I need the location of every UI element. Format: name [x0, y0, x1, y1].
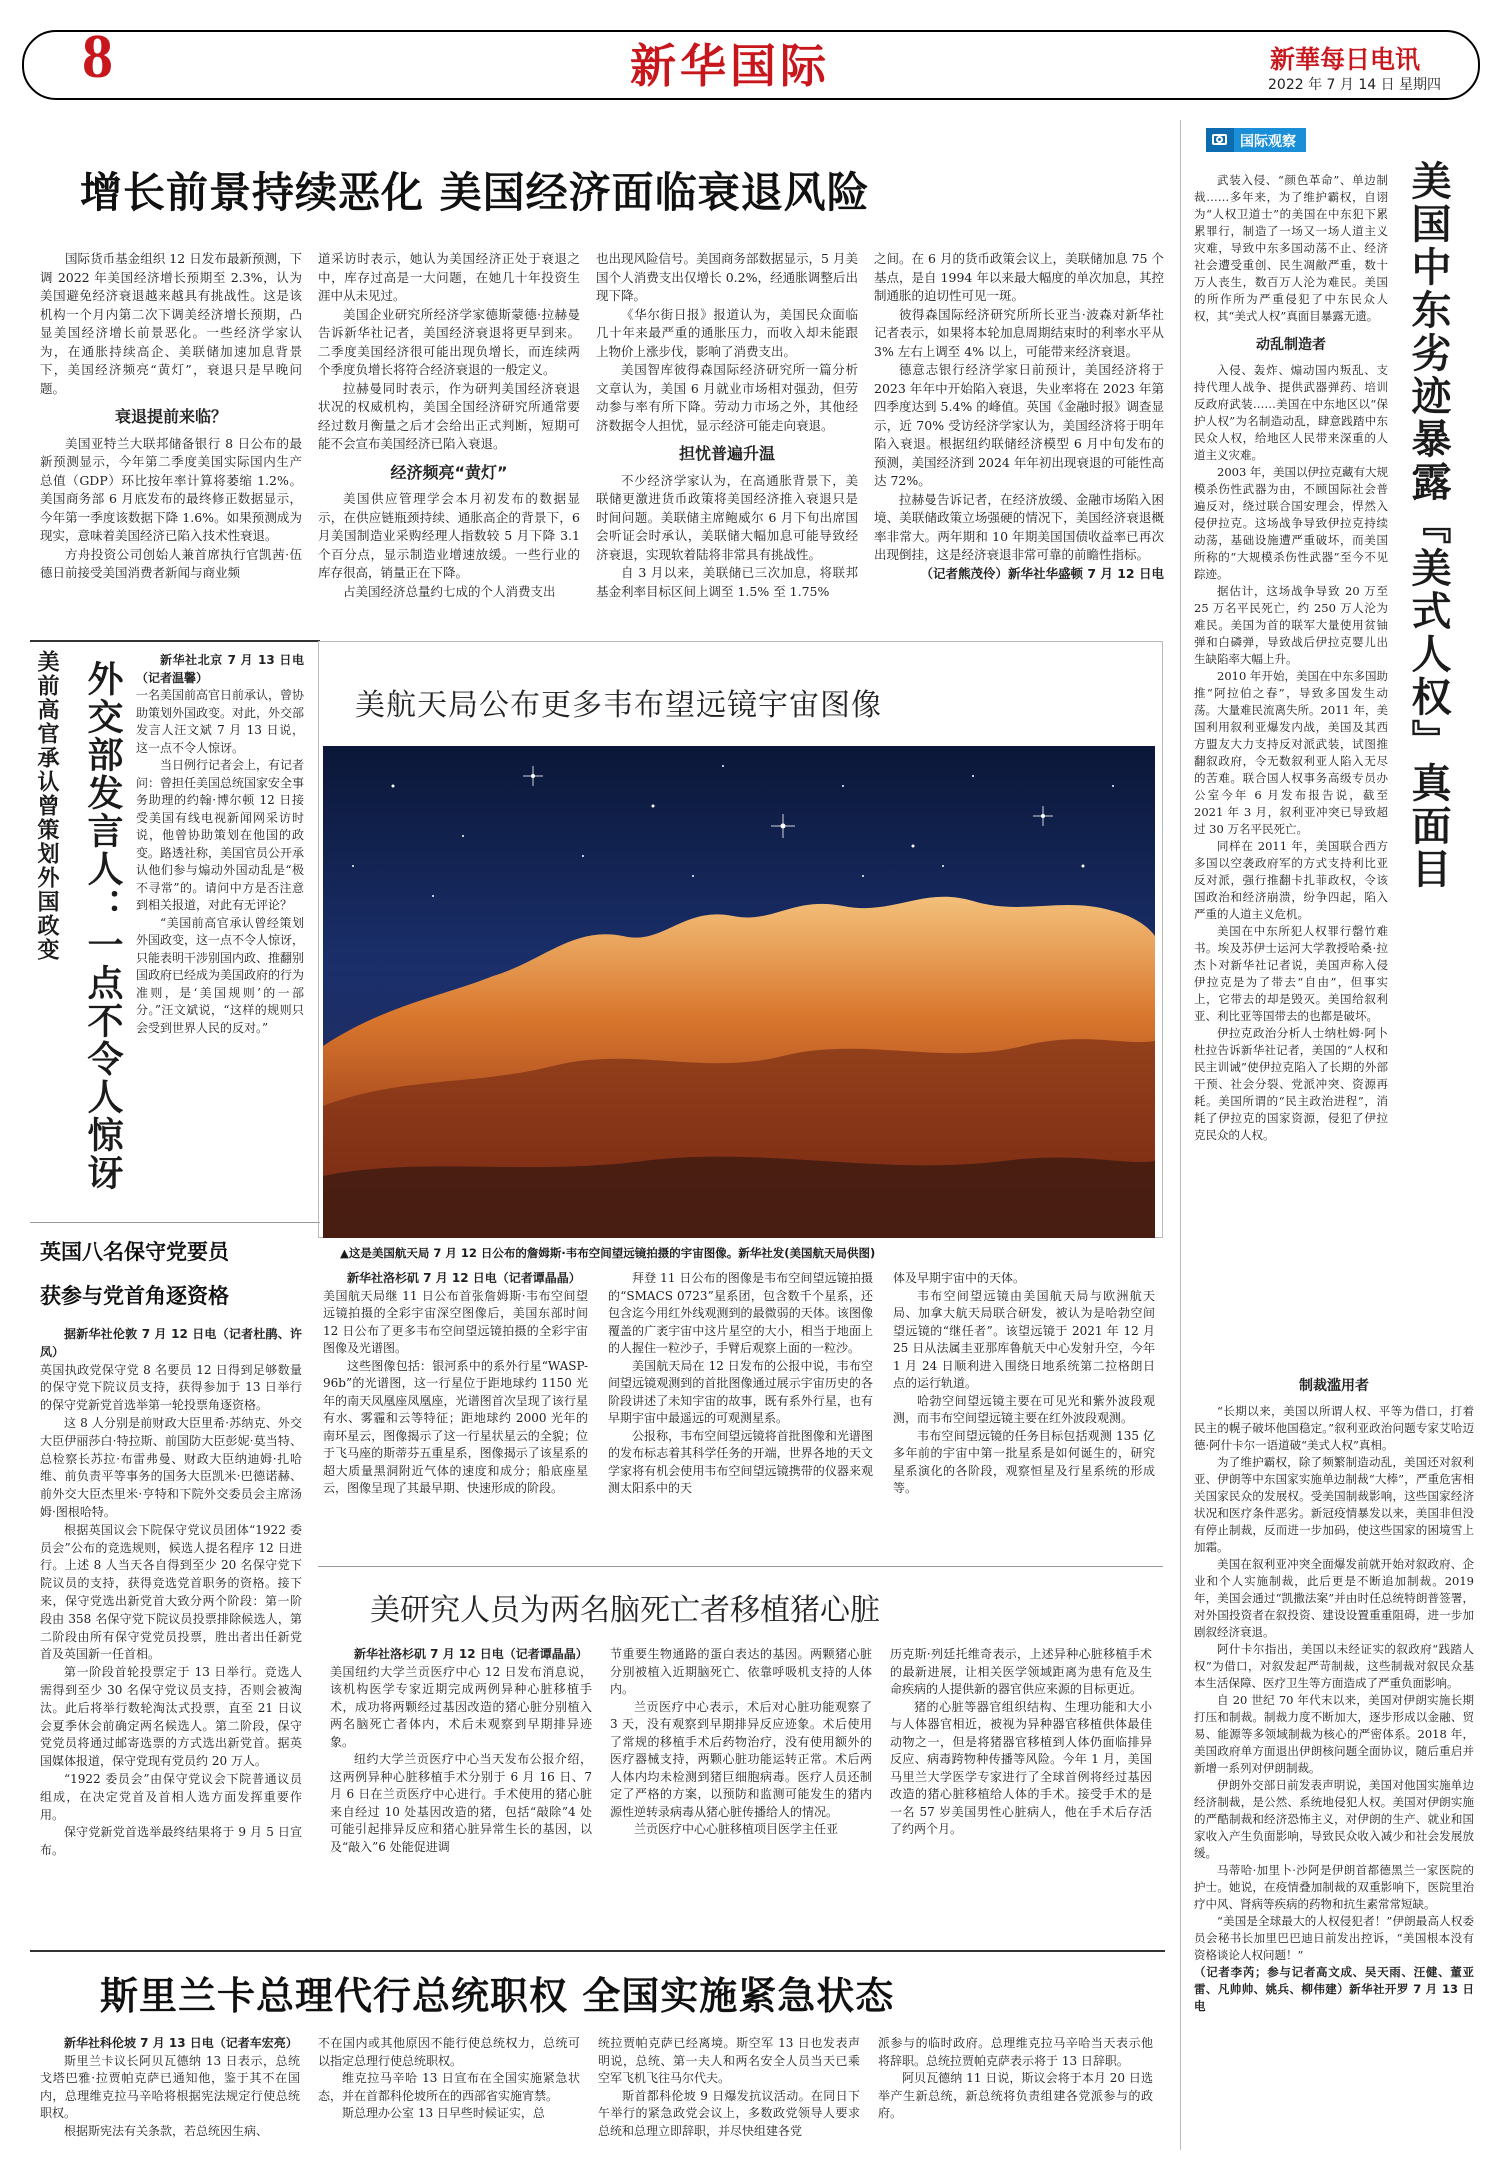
divider	[30, 1950, 1165, 1952]
divider	[318, 1566, 1163, 1567]
commentary-subhead-1: 动乱制造者	[1256, 337, 1326, 353]
divider	[30, 1222, 320, 1223]
feature-col-1: 新华社洛杉矶 7 月 12 日电（记者谭晶晶） 美国航天局继 11 日公布首张詹姆斯·韦布空间望远镜拍摄的全彩宇宙深空图像后，美国东部时间 12 日公布了更多韦布空间望远镜拍摄的全彩宇宙图像及光谱图。 这些图像包括：银河系中的系外行星“WASP-96b”的光谱图，这一行星位于距地球约 1150 光年的南天凤凰座凤凰座，光谱图首次呈现了该行星有水、雾霾和云等特征；距地球约 2000 光年的南环星云，图像揭示了这一行星状星云的全貌；位于飞马座的斯蒂芬五重星系，图像揭示了该星系的超大质量黑洞附近气体的速度和成分；船底座星云，图像呈现了其最早期、快速形成的阶段。	[323, 1271, 588, 1495]
left-story-kicker: 美前高官承认曾策划外国政变	[34, 650, 60, 962]
commentary-body-top: 武装入侵、“颜色革命”、单边制裁……多年来，为了维护霸权，自诩为“人权卫道士”的美国在中东犯下累累罪行，制造了一场又一场人道主义灾难，导致中东多国动荡不止、经济社会遭受重创、民生凋敝严重，数十万人丧生，数百万人沦为难民。美国的所作所为严重侵犯了中东民众人权，其“美式人权”真面目暴露无遗。 动乱制造者 入侵、轰炸、煽动国内叛乱、支持代理人战争、提供武器弹药、培训反政府武装……美国在中东地区以“保护人权”为名制造动乱，肆意践踏中东民众人权，给地区人民带来深重的人道主义灾难。 2003 年，美国以伊拉克藏有大规模杀伤性武器为由，不顾国际社会普遍反对，绕过联合国安理会，悍然入侵伊拉克。这场战争导致伊拉克持续动荡，基础设施遭严重破坏，而美国所称的“大规模杀伤性武器”至今不见踪迹。 据估计，这场战争导致 20 万至 25 万名平民死亡，约 250 万人沦为难民。美国为首的联军大量使用贫铀弹和白磷弹，导致战后伊拉克婴儿出生缺陷率大幅上升。 2010 年开始，美国在中东多国助推“阿拉伯之春”，导致多国发生动荡。大量难民流离失所。2011 年，美国利用叙利亚爆发内战，美国及其西方盟友大力支持反对派武装，试图推翻叙政府，令无数叙利亚人陷入无尽的苦难。联合国人权事务高级专员办公室今年 6 月发布报告说，截至 2021 年 3 月，叙利亚冲突已导致超过 30 万名平民死亡。 同样在 2011 年，美国联合西方多国以空袭政府军的方式支持利比亚反对派，强行推翻卡扎菲政权，令该国政治和经济崩溃，纷争四起，陷入严重的人道主义危机。 美国在中东所犯人权罪行罄竹难书。埃及苏伊士运河大学教授哈桑·拉杰卜对新华社记者说，美国声称入侵伊拉克是为了带去“自由”，但事实上，它带去的却是毁灭。美国给叙利亚、利比亚等国带去的也都是破坏。 伊拉克政治分析人士纳杜姆·阿卜杜拉告诉新华社记者，美国的“人权和民主训诫”使伊拉克陷入了长期的外部干预、社会分裂、党派冲突、资源再耗。美国所谓的“民主政治进程”，消耗了伊拉克的国家资源，侵犯了伊拉克民众的人权。	[1194, 173, 1388, 1142]
pig-col-2: 节重要生物通路的蛋白表达的基因。两颗猪心脏分别被植入近期脑死亡、依靠呼吸机支持的人体内。 兰贡医疗中心表示，术后对心脏功能观察了 3 天，没有观察到早期排异反应迹象。术后使用了常规的移植手术后药物治疗，没有使用额外的医疗器械支持，两颗心脏功能运转正常。术后两人体内均未检测到猪巨细胞病毒。医疗人员还制定了严格的方案，以预防和监测可能发生的猪内源性逆转录病毒从猪心脏传播给人的情况。 兰贡医疗中心心脏移植项目医学主任亚	[610, 1647, 872, 1836]
srilanka-col-4: 派参与的临时政府。总理维克拉马辛哈当天表示他将辞职。总统拉贾帕克萨表示将于 13 日辞职。 阿贝瓦德纳 11 日说，斯议会将于本月 20 日选举产生新总统，新总统将负责组建各党派参与的政府。	[878, 2036, 1153, 2120]
left-story-dateline: 新华社北京 7 月 13 日电（记者温馨）	[136, 653, 304, 685]
lead-subhead-2: 经济频亮“黄灯”	[390, 462, 508, 482]
lead-col-1: 国际货币基金组织 12 日发布最新预测，下调 2022 年美国经济增长预期至 2.3%，认为美国避免经济衰退越来越具有挑战性。这是该机构一个月内第二次下调美经济增长预期，凸显美国经济增长前景恶化。一些经济学家认为，在通胀持续高企、美联储加速加息背景下，美国经济频亮“黄灯”，衰退只是早晚问题。 衰退提前来临？ 美国亚特兰大联邦储备银行 8 日公布的最新预测显示，今年第二季度美国实际国内生产总值（GDP）环比按年率计算将萎缩 1.2%。美国商务部 6 月底发布的最终修正数据显示，今年第一季度该数据下降 1.6%。如果预测成为现实，意味着美国经济已陷入技术性衰退。 方舟投资公司创始人兼首席执行官凯茜·伍德日前接受美国消费者新闻与商业频	[40, 251, 302, 580]
uk-story-body: 据新华社伦敦 7 月 12 日电（记者杜鹃、许凤） 英国执政党保守党 8 名要员 12 日得到足够数量的保守党下院议员支持，获得参加于 13 日举行的保守党新党首选举第一轮投票角逐资格。 这 8 人分别是前财政大臣里希·苏纳克、外交大臣伊丽莎白·特拉斯、前国防大臣彭妮·莫当特、总检察长苏拉·布雷弗曼、财政大臣纳迪姆·扎哈维、前负责平等事务的国务大臣凯米·巴德诺赫、前外交大臣杰里米·亨特和下院外交委员会主席汤姆·图根哈特。 根据英国议会下院保守党议员团体“1922 委员会”公布的竞选规则，候选人提名程序 12 日进行。上述 8 人当天各自得到至少 20 名保守党下院议员的支持，获得竞选党首职务的资格。接下来，保守党选出新党首大致分两个阶段：第一阶段由 358 名保守党下院议员投票排除候选人，第二阶段由所有保守党党员投票，胜出者出任新党首及英国新一任首相。 第一阶段首轮投票定于 13 日举行。竞选人需得到至少 30 名保守党议员支持，否则会被淘汰。此后将举行数轮淘汰式投票，直至 21 日议会夏季休会前确定两名候选人。第二阶段，保守党党员将通过邮寄选票的方式选出新党首。据英国媒体报道，保守党现有党员约 20 万人。 “1922 委员会”由保守党议会下院普通议员组成，在决定党首及首相人选方面发挥重要作用。 保守党新党首选举最终结果将于 9 月 5 日宣布。	[40, 1327, 302, 1858]
pig-dateline: 新华社洛杉矶 7 月 12 日电（记者谭晶晶）	[354, 1647, 588, 1661]
srilanka-col-3: 统拉贾帕克萨已经离境。斯空军 13 日也发表声明说，总统、第一夫人和两名安全人员当天已乘空军飞机飞往马尔代夫。 斯首都科伦坡 9 日爆发抗议活动。在同日下午举行的紧急政党会议上，多数政党领导人要求总统和总理立即辞职，并尽快组建各党	[598, 2036, 860, 2138]
feature-headline: 美航天局公布更多韦布望远镜宇宙图像	[355, 688, 882, 723]
pig-col-1: 新华社洛杉矶 7 月 12 日电（记者谭晶晶） 美国纽约大学兰贡医疗中心 12 日发布消息说，该机构医学专家近期完成两例异种心脏移植手术，成功将两颗经过基因改造的猪心脏分别植入两名脑死亡者体内，术后未观察到早期排异迹象。 纽约大学兰贡医疗中心当天发布公报介绍，这两例异种心脏移植手术分别于 6 月 16 日、7 月 6 日在兰贡医疗中心进行。手术使用的猪心脏来自经过 10 处基因改造的猪，包括“敲除”4 处可能引起排异反应和猪心脏异常生长的基因，以及“敲入”6 处能促进调	[330, 1647, 592, 1854]
nebula-image	[323, 746, 1155, 1238]
lead-subhead-1: 衰退提前来临？	[114, 407, 227, 426]
uk-headline-1: 英国八名保守党要员	[40, 1240, 229, 1264]
newspaper-brand: 新華每日电讯	[1270, 45, 1421, 74]
commentary-body-bottom: 制裁滥用者 “长期以来，美国以所谓人权、平等为借口，打着民主的幌子破坏他国稳定。”叙利亚政治问题专家艾哈迈德·阿什卡尔一语道破“美式人权”真相。 为了维护霸权，除了频繁制造动乱，美国还对叙利亚、伊朗等中东国家实施单边制裁“大棒”，严重危害相关国家民众的发展权。受美国制裁影响，这些国家经济状况和医疗条件恶劣。新冠疫情暴发以来，美国非但没有停止制裁，反而进一步加码，使这些国家的困境雪上加霜。 美国在叙利亚冲突全面爆发前就开始对叙政府、企业和个人实施制裁，此后更是不断追加制裁。2019 年，美国会通过“凯撒法案”并由时任总统特朗普签署，对外国投资者在叙投资、建设设置重重阻碍，进一步加剧叙经济衰退。 阿什卡尔指出，美国以未经证实的叙政府“践踏人权”为借口，对叙发起严苛制裁，这些制裁对叙民众基本生活保障、医疗卫生等方面造成了严重负面影响。 自 20 世纪 70 年代末以来，美国对伊朗实施长期打压和制裁。制裁力度不断加大，逐步形成以金融、贸易、能源等多领域制裁为核心的严密体系。2018 年，美国政府单方面退出伊朗核问题全面协议，随后重启并新增一系列对伊朗制裁。 伊朗外交部日前发表声明说，美国对他国实施单边经济制裁，是公然、系统地侵犯人权。美国对伊朗实施的严酷制裁和经济恐怖主义，对伊朗的生产、就业和国家收入产生负面影响，导致民众收入减少和社会发展放缓。 马蒂哈·加里卜·沙阿是伊朗首都德黑兰一家医院的护士。她说，在疫情叠加制裁的双重影响下，医院里治疗中风、肾病等疾病的药物和抗生素常常短缺。 “美国是全球最大的人权侵犯者！”伊朗最高人权委员会秘书长加里巴巴迪日前发出控诉，“美国根本没有资格谈论人权问题！” （记者李芮；参与记者高文成、吴天雨、汪健、董亚雷、凡帅帅、姚兵、柳伟建）新华社开罗 7 月 13 日电	[1194, 1378, 1474, 2013]
lead-col-4: 之间。在 6 月的货币政策会议上，美联储加息 75 个基点，是自 1994 年以来最大幅度的单次加息，其控制通胀的迫切性可见一斑。 彼得森国际经济研究所所长亚当·波森对新华社记者表示，如果将本轮加息周期结束时的利率水平从 3% 左右上调至 4% 以上，可能带来经济衰退。 德意志银行经济学家日前预计，美国经济将于 2023 年年中开始陷入衰退，失业率将在 2023 年第四季度达到 5.4% 的峰值。英国《金融时报》调查显示，近 70% 受访经济学家认为，美国经济将于明年陷入衰退。根据纽约联储经济模型 6 月中旬发布的预测，美国经济到 2024 年年初出现衰退的可能性高达 72%。 拉赫曼告诉记者，在经济放缓、金融市场陷入困境、美联储政策立场强硬的情况下，美国经济衰退概率非常大。两年期和 10 年期美国国债收益率已再次出现倒挂，这是经济衰退非常可靠的前瞻性指标。 （记者熊茂伶）新华社华盛顿 7 月 12 日电	[874, 250, 1164, 583]
left-story-headline: 外交部发言人：一点不令人惊讶	[82, 660, 124, 1192]
srilanka-dateline: 新华社科伦坡 7 月 13 日电（记者车宏亮）	[64, 2036, 298, 2050]
commentary-subhead-2: 制裁滥用者	[1299, 1378, 1369, 1394]
commentary-headline: 美国中东劣迹暴露『美式人权』真面目	[1405, 160, 1452, 891]
photo-caption: ▲这是美国航天局 7 月 12 日公布的詹姆斯·韦布空间望远镜拍摄的宇宙图像。新华社发(美国航天局供图)	[340, 1246, 876, 1260]
column-rule	[1180, 120, 1181, 2150]
page-number: 8	[82, 23, 113, 91]
lead-col-3: 也出现风险信号。美国商务部数据显示，5 月美国个人消费支出仅增长 0.2%，经通胀调整后出现下降。 《华尔街日报》报道认为，美国民众面临几十年来最严重的通胀压力，而收入却未能跟上物价上涨步伐，影响了消费支出。 美国智库彼得森国际经济研究所一篇分析文章认为，美国 6 月就业市场相对强劲，但劳动参与率有所下降。劳动力市场之外，其他经济数据令人担忧，显示经济可能走向衰退。 担忧普遍升温 不少经济学家认为，在高通胀背景下，美联储更激进货币政策将美国经济推入衰退只是时间问题。美联储主席鲍威尔 6 月下旬出席国会听证会时承认，美联储大幅加息可能导致经济衰退，实现软着陆将非常具有挑战性。 自 3 月以来，美联储已三次加息，将联邦基金利率目标区间上调至 1.5% 至 1.75%	[596, 251, 858, 599]
pig-col-3: 历克斯·列廷托维奇表示，上述异种心脏移植手术的最新进展，让相关医学领域距离为患有危及生命疾病的人提供新的器官供应来源的目标更近。 猪的心脏等器官组织结构、生理功能和大小与人体器官相近，被视为异种器官移植供体最佳动物之一，但是将猪器官移植到人体仍面临排异反应、病毒跨物种传播等风险。今年 1 月，美国马里兰大学医学专家进行了全球首例将经过基因改造的猪心脏移植给人体的手术。接受手术的是一名 57 岁美国男性心脏病人，他在手术后存活了约两个月。	[890, 1647, 1152, 1836]
divider	[30, 640, 320, 642]
feature-col-3: 体及早期宇宙中的天体。 韦布空间望远镜由美国航天局与欧洲航天局、加拿大航天局联合研发，被认为是哈勃空间望远镜的“继任者”。该望远镜于 2021 年 12 月 25 日从法属圭亚那库鲁航天中心发射升空，今年 1 月 24 日顺利进入围绕日地系统第二拉格朗日点的运行轨道。 哈勃空间望远镜主要在可见光和紫外波段观测，而韦布空间望远镜主要在红外波段观测。 韦布空间望远镜的任务目标包括观测 135 亿多年前的宇宙中第一批星系是如何诞生的，研究星系演化的各阶段，观察恒星及行星系统的形成等。	[893, 1271, 1155, 1495]
uk-headline-2: 获参与党首角逐资格	[40, 1284, 229, 1308]
section-tag: 国际观察	[1206, 128, 1306, 152]
srilanka-col-1: 新华社科伦坡 7 月 13 日电（记者车宏亮） 斯里兰卡议长阿贝瓦德纳 13 日表示，总统戈塔巴雅·拉贾帕克萨已通知他，鉴于其不在国内，总理维克拉马辛哈将根据宪法规定行使总统职权。 根据斯宪法有关条款，若总统因生病、	[40, 2036, 300, 2138]
srilanka-headline: 斯里兰卡总理代行总统职权 全国实施紧急状态	[100, 1974, 895, 2018]
lead-subhead-3: 担忧普遍升温	[678, 444, 775, 463]
feature-col-2: 拜登 11 日公布的图像是韦布空间望远镜拍摄的“SMACS 0723”星系团，包含数千个星系，还包含迄今用红外线观测到的最微弱的天体。该图像覆盖的广袤宇宙中这片星空的大小，相当于地面上的人握住一粒沙子，手臂后观察上面的一粒沙。 美国航天局在 12 日发布的公报中说，韦布空间望远镜观测到的首批图像通过展示宇宙历史的各阶段讲述了未知宇宙的故事，既有系外行星，也有早期宇宙中最遥远的可观测星系。 公报称，韦布空间望远镜将首批图像和光谱图的发布标志着其科学任务的开端，世界各地的天文学家将有机会使用韦布空间望远镜携带的仪器来观测太阳系中的天	[608, 1271, 873, 1495]
left-story-body: 新华社北京 7 月 13 日电（记者温馨） 一名美国前高官日前承认，曾协助策划外国政变。对此，外交部发言人汪文斌 7 月 13 日说，这一点不令人惊讶。 当日例行记者会上，有记者问：曾担任美国总统国家安全事务助理的约翰·博尔顿 12 日接受美国有线电视新闻网采访时说，他曾协助策划在他国的政变。路透社称，美国官员公开承认他们参与煽动外国动乱是“极不寻常”的。请问中方是否注意到相关报道，对此有无评论？ “美国前高官承认曾经策划外国政变，这一点不令人惊讶，只能表明干涉别国内政、推翻别国政府已经成为美国政府的行为准则，是‘美国规则’的一部分。”汪文斌说，“这样的规则只会受到世界人民的反对。”	[136, 653, 305, 1035]
jwst-photo	[323, 746, 1155, 1238]
issue-date: 2022 年 7 月 14 日 星期四	[1268, 77, 1442, 93]
feature-dateline: 新华社洛杉矶 7 月 12 日电（记者谭晶晶）	[347, 1271, 581, 1285]
lead-byline: （记者熊茂伶）新华社华盛顿 7 月 12 日电	[920, 565, 1164, 581]
commentary-byline: （记者李芮；参与记者高文成、吴天雨、汪健、董亚雷、凡帅帅、姚兵、柳伟建）新华社开罗 7 月 13 日电	[1194, 1965, 1474, 2013]
camera-icon	[1206, 128, 1234, 152]
pig-headline: 美研究人员为两名脑死亡者移植猪心脏	[370, 1593, 880, 1628]
uk-dateline: 据新华社伦敦 7 月 12 日电（记者杜鹃、许凤）	[40, 1327, 302, 1359]
section-title: 新华国际	[630, 39, 830, 93]
lead-headline: 增长前景持续恶化 美国经济面临衰退风险	[80, 168, 870, 217]
srilanka-col-2: 不在国内或其他原因不能行使总统权力，总统可以指定总理行使总统职权。 维克拉马辛哈 13 日宣布在全国实施紧急状态，并在首都科伦坡所在的西部省实施宵禁。 斯总理办公室 13 日早些时候证实，总	[318, 2036, 580, 2120]
lead-col-2: 道采访时表示，她认为美国经济正处于衰退之中，库存过高是一大问题，在她几十年投资生涯中从未见过。 美国企业研究所经济学家德斯蒙德·拉赫曼告诉新华社记者，美国经济衰退将更早到来。二季度美国经济很可能出现负增长，而连续两个季度负增长将符合经济衰退的一般定义。 拉赫曼同时表示，作为研判美国经济衰退状况的权威机构，美国全国经济研究所通常要经过数月衡量之后才会给出正式判断，短期可能不会宣布美国经济已陷入衰退。 经济频亮“黄灯” 美国供应管理学会本月初发布的数据显示，在供应链瓶颈持续、通胀高企的背景下，6 月美国制造业采购经理人指数较 5 月下降 3.1 个百分点，显示制造业增速放缓。一些行业的库存很高，销量正在下降。 占美国经济总量约七成的个人消费支出	[318, 251, 580, 599]
